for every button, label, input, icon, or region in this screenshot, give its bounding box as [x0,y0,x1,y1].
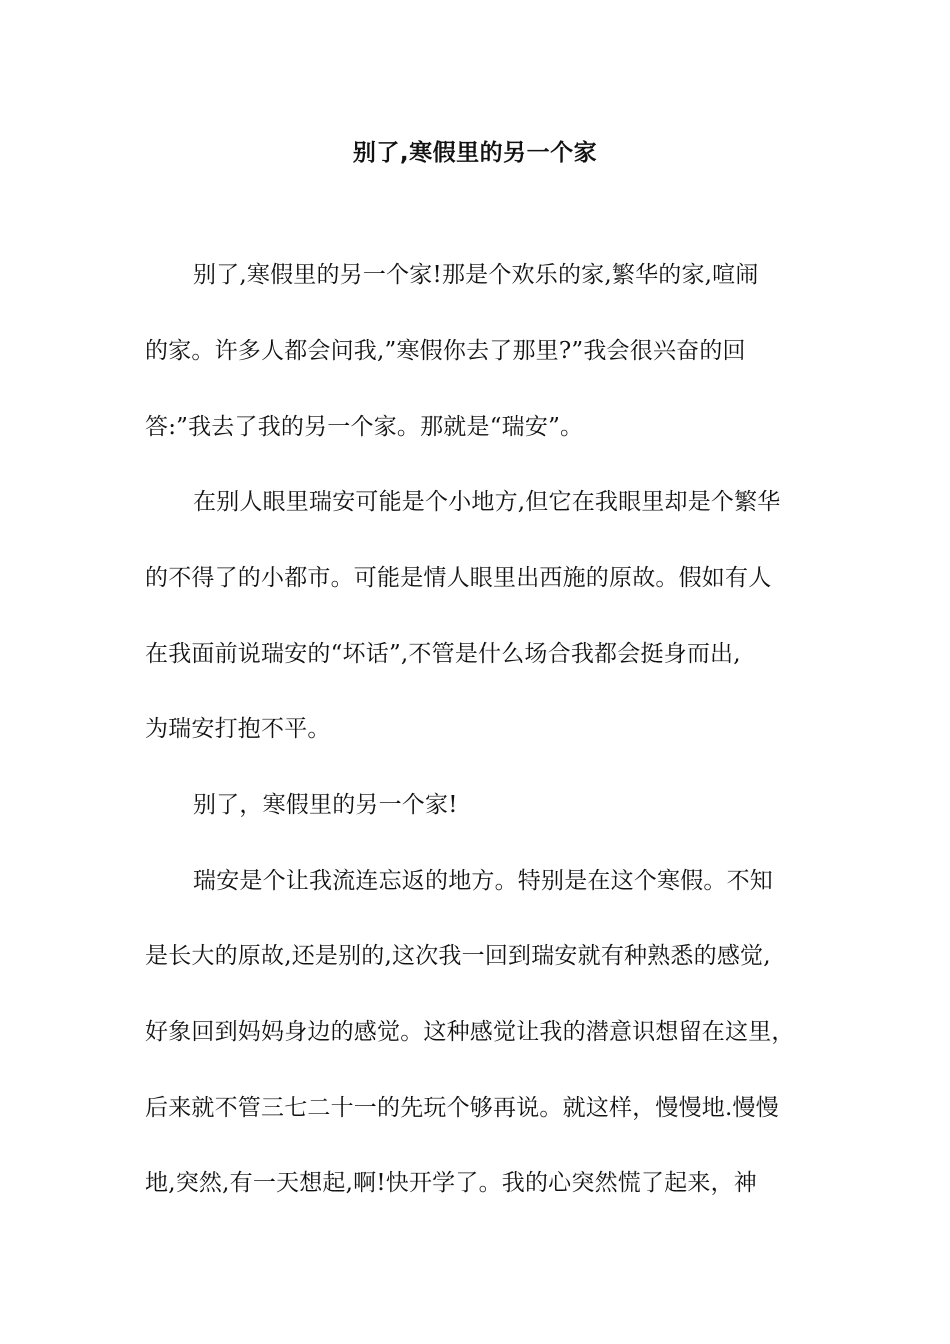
paragraph-4-line-2: 是长大的原故,还是别的,这次我一回到瑞安就有种熟悉的感觉, [145,943,771,969]
paragraph-1-line-1: 别了,寒假里的另一个家!那是个欢乐的家,繁华的家,喧闹 [193,262,759,288]
paragraph-4-line-3: 好象回到妈妈身边的感觉。这种感觉让我的潜意识想留在这里， [145,1019,795,1045]
paragraph-2-line-4: 为瑞安打抱不平。 [145,716,331,742]
document-title: 别了,寒假里的另一个家 [352,140,598,166]
paragraph-4-line-1: 瑞安是个让我流连忘返的地方。特别是在这个寒假。不知 [193,868,773,894]
paragraph-3-line-1: 别了，寒假里的另一个家! [193,792,458,818]
paragraph-4-line-5: 地,突然,有一天想起,啊!快开学了。我的心突然慌了起来，神 [145,1170,757,1196]
paragraph-4-line-4: 后来就不管三七二十一的先玩个够再说。就这样，慢慢地.慢慢 [145,1095,779,1121]
paragraph-2-line-2: 的不得了的小都市。可能是情人眼里出西施的原故。假如有人 [145,565,772,591]
paragraph-2-line-1: 在别人眼里瑞安可能是个小地方,但它在我眼里却是个繁华 [193,489,781,515]
paragraph-1-line-3: 答:”我去了我的另一个家。那就是“瑞安”。 [145,414,584,440]
paragraph-2-line-3: 在我面前说瑞安的“坏话”,不管是什么场合我都会挺身而出, [145,641,741,667]
paragraph-1-line-2: 的家。许多人都会问我,”寒假你去了那里?”我会很兴奋的回 [145,338,746,364]
